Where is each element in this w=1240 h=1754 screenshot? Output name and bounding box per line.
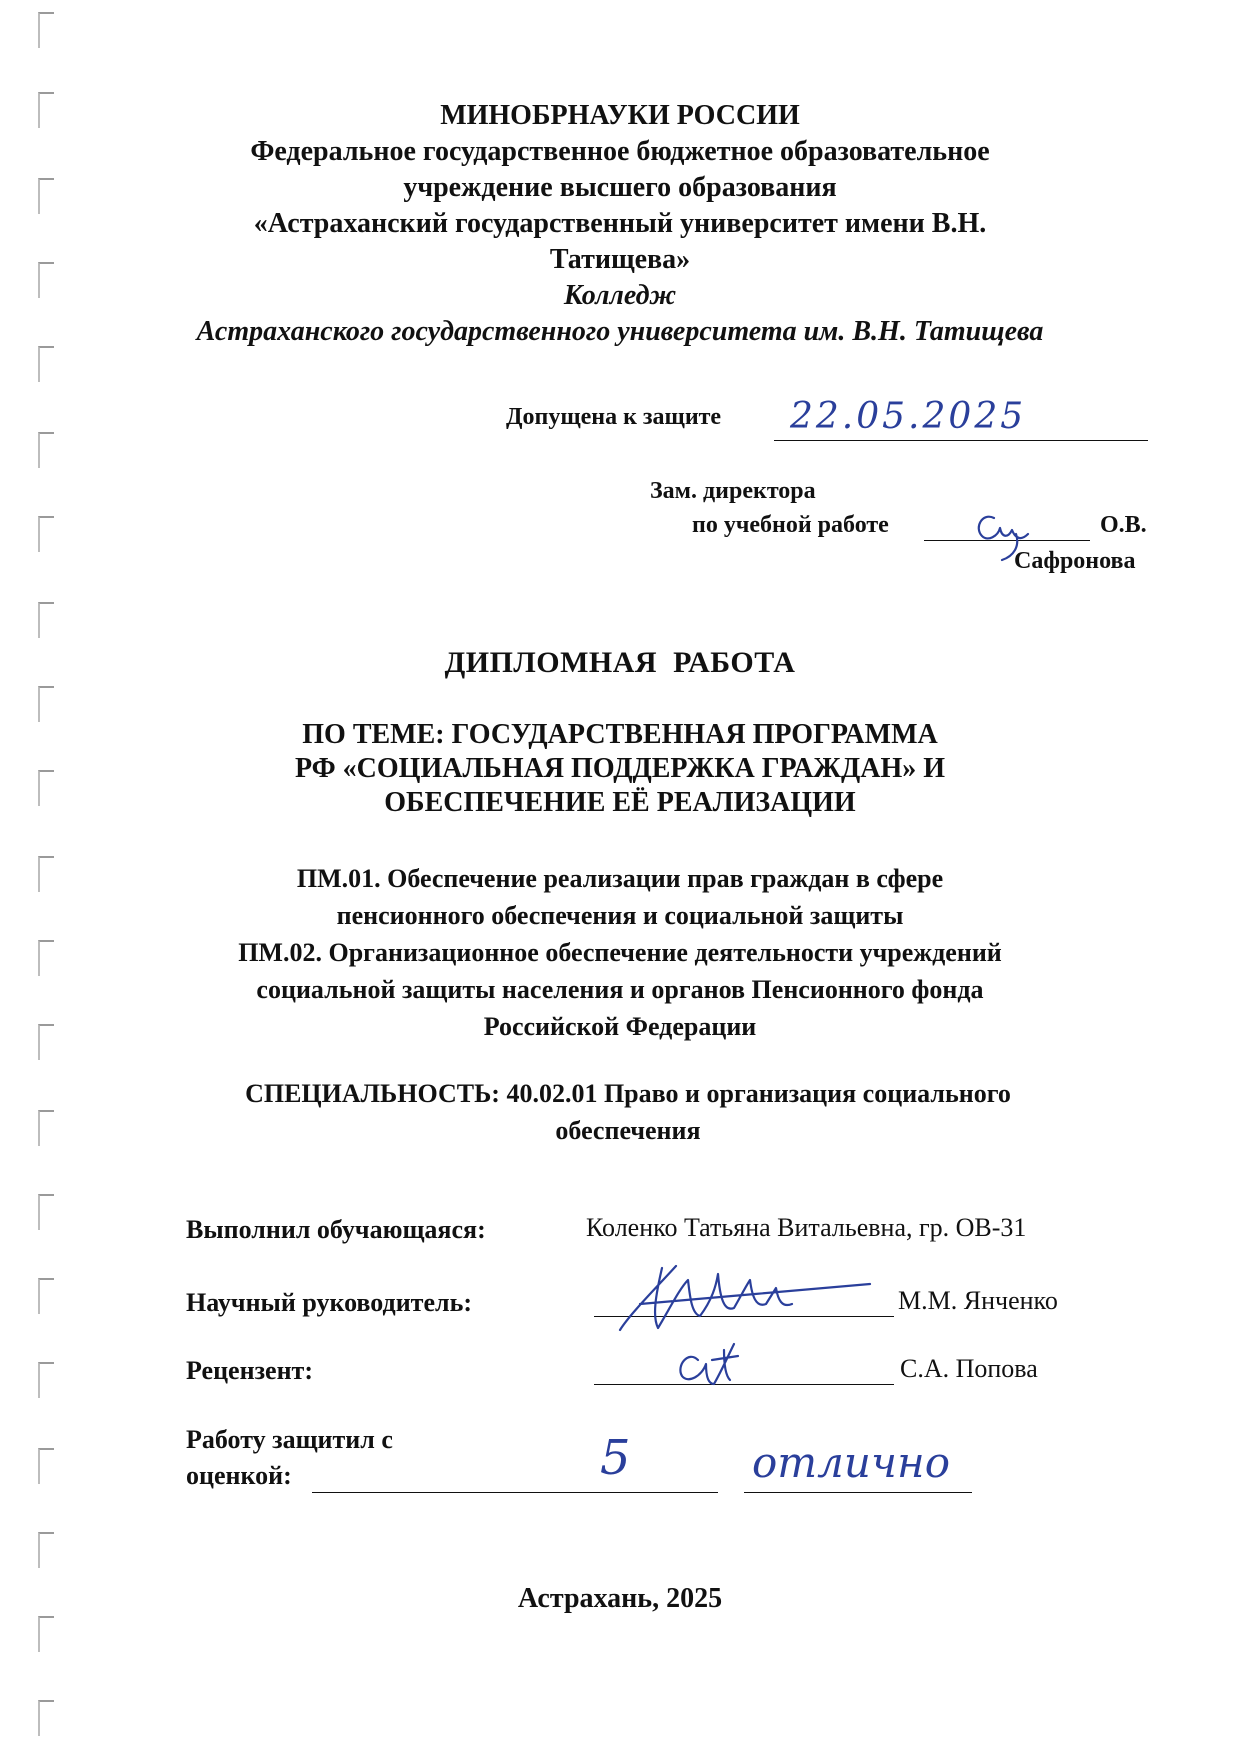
grade-word-line (744, 1492, 972, 1493)
topic-line: ОБЕСПЕЧЕНИЕ ЕЁ РЕАЛИЗАЦИИ (384, 787, 856, 818)
grade-score: 5 (600, 1430, 631, 1486)
admission-label: Допущена к защите (506, 404, 722, 430)
author-label: Выполнил обучающаяся: (186, 1215, 486, 1244)
city-year: Астрахань, 2025 (517, 1583, 723, 1614)
institution-line: учреждение высшего образования (403, 172, 837, 203)
module-line: социальной защиты населения и органов Пенсионного фонда (256, 975, 984, 1004)
admission-date-line (774, 440, 1148, 441)
specialty (8, 1075, 1240, 1149)
approver-name: О.В. (1100, 512, 1147, 538)
thesis-topic (0, 718, 1240, 820)
grade-label: оценкой: (186, 1461, 292, 1490)
module-line: ПМ.02. Организационное обеспечение деятельности учреждений (238, 938, 1002, 967)
topic-line: ПО ТЕМЕ: ГОСУДАРСТВЕННАЯ ПРОГРАММА (302, 719, 938, 750)
university-name: Татищева» (549, 244, 691, 275)
approver-title: Зам. директора (650, 478, 816, 504)
grade-score-line (312, 1492, 718, 1493)
specialty-line: обеспечения (555, 1116, 701, 1145)
reviewer-name: С.А. Попова (900, 1354, 1038, 1383)
college-name: Астраханского государственного университета им. В.Н. Татищева (196, 316, 1044, 347)
institution-header (0, 98, 1240, 350)
author-value: Коленко Татьяна Витальевна, гр. ОВ-31 (586, 1213, 1027, 1242)
supervisor-signature (600, 1258, 890, 1338)
approver-title: по учебной работе (692, 512, 889, 538)
supervisor-label: Научный руководитель: (186, 1288, 472, 1317)
admission-date: 22.05.2025 (790, 396, 1027, 437)
module-line: пенсионного обеспечения и социальной защиты (336, 901, 904, 930)
approver-name: Сафронова (1014, 548, 1136, 574)
institution-line: Федеральное государственное бюджетное образовательное (250, 136, 990, 167)
specialty-line: СПЕЦИАЛЬНОСТЬ: 40.02.01 Право и организация социального (245, 1079, 1011, 1108)
topic-line: РФ «СОЦИАЛЬНАЯ ПОДДЕРЖКА ГРАЖДАН» И (294, 753, 946, 784)
ministry-name: МИНОБРНАУКИ РОССИИ (440, 100, 800, 131)
grade-word: отлично (752, 1438, 950, 1487)
professional-modules (0, 860, 1240, 1045)
grade-label: Работу защитил с (186, 1425, 393, 1454)
reviewer-signature (668, 1330, 758, 1390)
college-name: Колледж (563, 280, 677, 311)
module-line: Российской Федерации (483, 1012, 757, 1041)
document-type: ДИПЛОМНАЯ РАБОТА (444, 646, 796, 679)
university-name: «Астраханский государственный университет имени В.Н. (253, 208, 987, 239)
reviewer-label: Рецензент: (186, 1356, 313, 1385)
module-line: ПМ.01. Обеспечение реализации прав граждан в сфере (296, 864, 944, 893)
supervisor-name: М.М. Янченко (898, 1286, 1058, 1315)
